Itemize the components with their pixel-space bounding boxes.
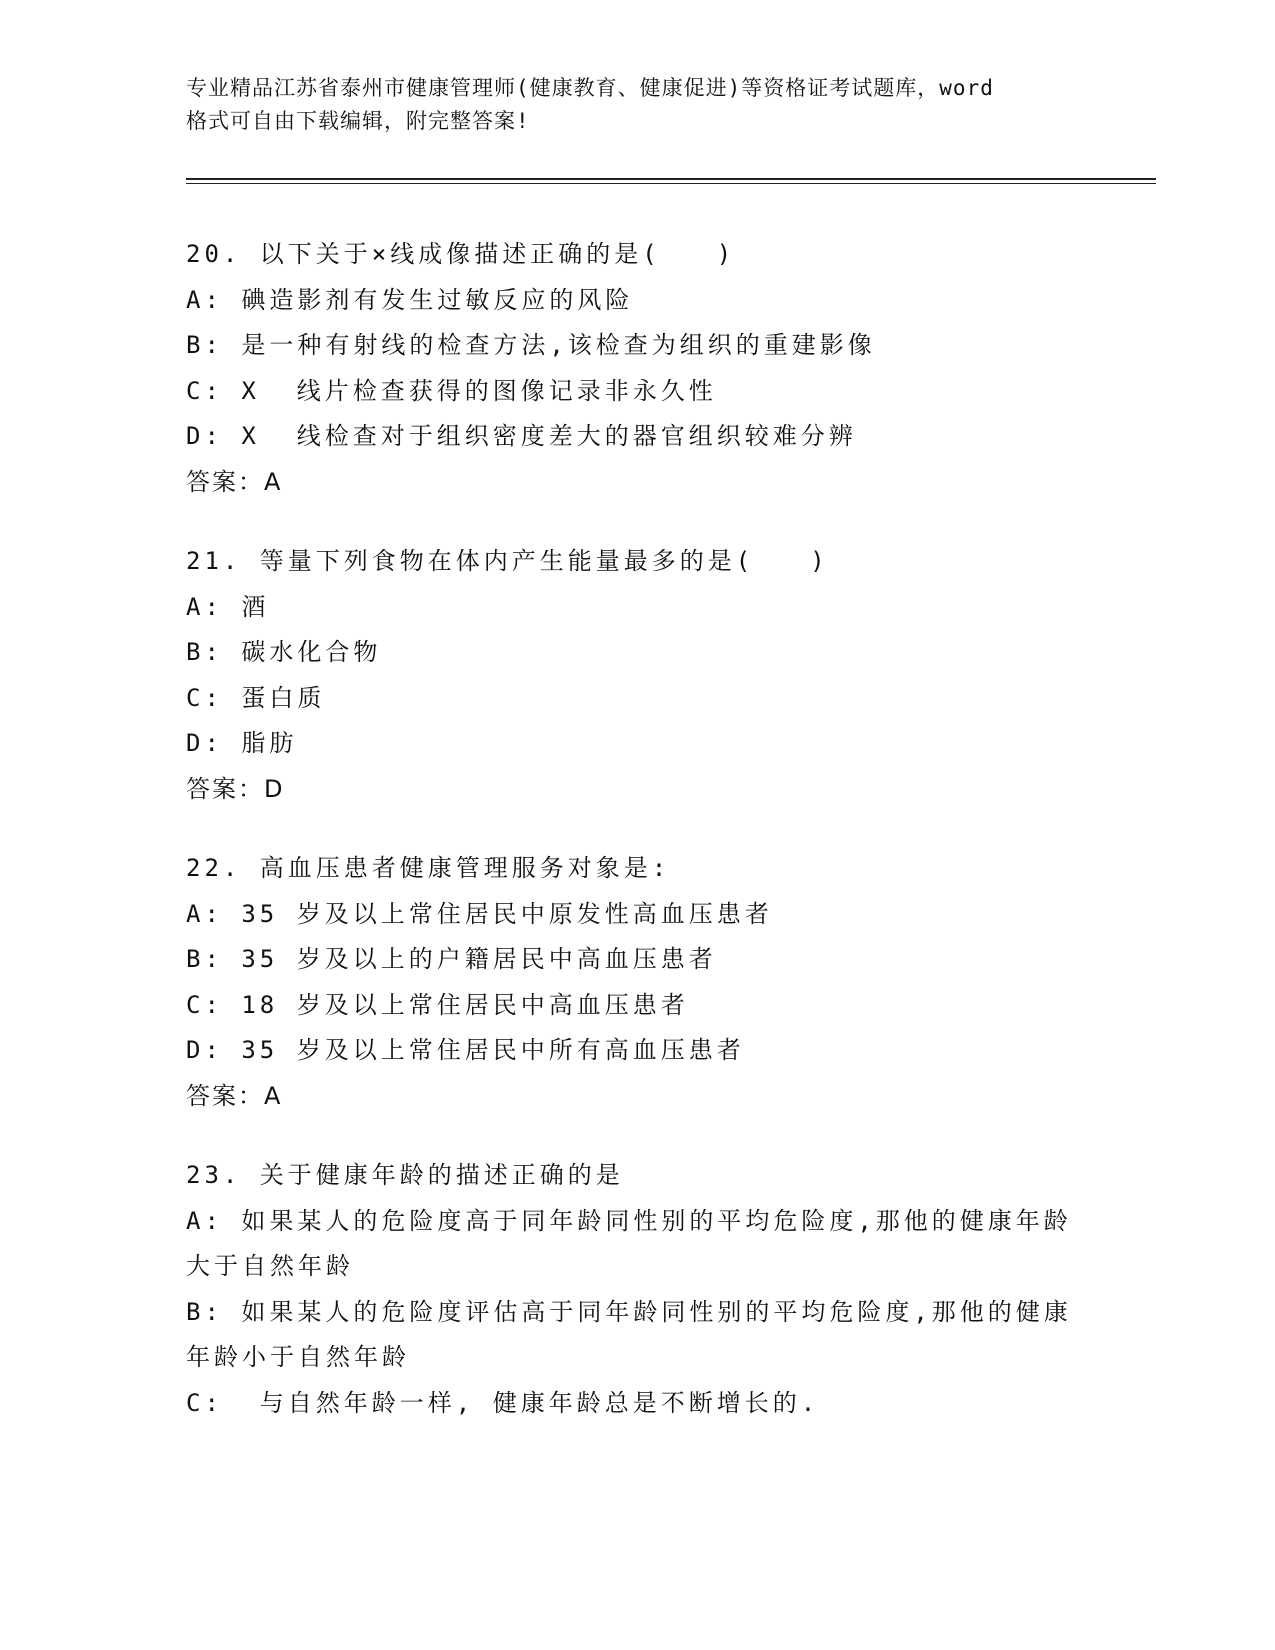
question-stem: 21. 等量下列食物在体内产生能量最多的是( ) xyxy=(186,547,829,575)
question-23 xyxy=(186,1153,1086,1426)
question-stem: 20. 以下关于×线成像描述正确的是( ) xyxy=(186,240,736,268)
header-divider-thin xyxy=(186,183,1156,184)
option-a: A: 如果某人的危险度高于同年龄同性别的平均危险度,那他的健康年龄大于自然年龄 xyxy=(186,1206,1072,1280)
option-a: A: 35 岁及以上常住居民中原发性高血压患者 xyxy=(186,899,773,928)
option-c: C: 蛋白质 xyxy=(186,683,326,712)
header-line-1: 专业精品江苏省泰州市健康管理师(健康教育、健康促进)等资格证考试题库，word xyxy=(186,76,994,100)
header-line-2: 格式可自由下载编辑，附完整答案! xyxy=(186,109,530,133)
header-divider-thick xyxy=(186,178,1156,180)
question-list xyxy=(186,232,1086,1460)
option-d: D: 脂肪 xyxy=(186,729,298,757)
answer-label: 答案：D xyxy=(186,774,285,803)
option-a: A: 酒 xyxy=(186,592,270,621)
option-d: D: X 线检查对于组织密度差大的器官组织较难分辨 xyxy=(186,422,857,450)
answer-label: 答案：A xyxy=(186,1081,283,1110)
option-c: C: 与自然年龄一样, 健康年龄总是不断增长的. xyxy=(186,1388,820,1417)
question-21 xyxy=(186,539,1086,812)
option-b: B: 如果某人的危险度评估高于同年龄同性别的平均危险度,那他的健康年龄小于自然年龄 xyxy=(186,1297,1072,1371)
option-b: B: 碳水化合物 xyxy=(186,638,382,666)
question-20 xyxy=(186,232,1086,505)
option-b: B: 35 岁及以上的户籍居民中高血压患者 xyxy=(186,945,717,973)
question-stem: 23. 关于健康年龄的描述正确的是 xyxy=(186,1161,624,1189)
option-d: D: 35 岁及以上常住居民中所有高血压患者 xyxy=(186,1036,745,1064)
option-c: C: X 线片检查获得的图像记录非永久性 xyxy=(186,376,717,405)
option-c: C: 18 岁及以上常住居民中高血压患者 xyxy=(186,990,689,1019)
question-22 xyxy=(186,846,1086,1119)
option-a: A: 碘造影剂有发生过敏反应的风险 xyxy=(186,285,634,314)
question-stem: 22. 高血压患者健康管理服务对象是: xyxy=(186,854,671,882)
option-b: B: 是一种有射线的检查方法,该检查为组织的重建影像 xyxy=(186,331,876,359)
document-header xyxy=(186,72,1086,138)
answer-label: 答案：A xyxy=(186,467,283,496)
